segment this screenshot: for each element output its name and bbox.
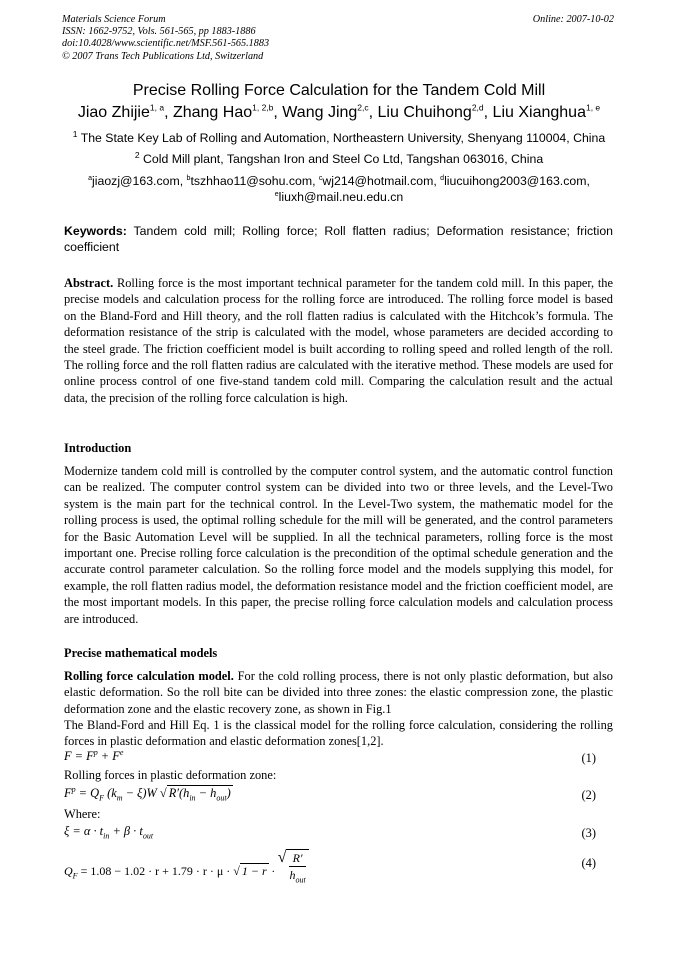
author-name: Liu Chuihong: [377, 104, 472, 121]
paper-title: Precise Rolling Force Calculation for the Tandem Cold Mill: [132, 82, 546, 99]
equation-2: $F^p = Q_F$ $(k_m - \xi)W$ √ $R'(h_{in} - h_{out})$: [64, 784, 231, 803]
section-heading-models: Precise mathematical models: [64, 646, 218, 660]
journal-name: Materials Science Forum: [62, 14, 166, 25]
author-sup: 2,d: [471, 102, 484, 113]
affiliation-sup: 1: [72, 128, 78, 139]
plastic-zone-label: Rolling forces in plastic deformation zone:: [64, 768, 277, 782]
email-sup: b: [186, 174, 191, 182]
email-sup: e: [274, 190, 279, 198]
email-address[interactable]: jiaozj@163.com,: [92, 174, 187, 188]
equation-3: $\xi = \alpha \cdot t_{in} + \beta \cdot t_{out}$: [64, 824, 154, 841]
equation-4: $Q_F = 1.08 - 1.02 \cdot r + 1.79 \cdot r \cdot \mu$ · √ 1 − r · √ R′ $h_{out}$: [64, 845, 309, 879]
issn: ISSN: 1662-9752, Vols. 561-565, pp 1883-1886: [62, 26, 256, 38]
affiliation-2: [0, 149, 678, 166]
keywords: [64, 223, 613, 255]
author-name: Wang Jing: [282, 104, 358, 121]
affiliation-sup: 2: [134, 149, 140, 160]
author-name: Liu Xianghua: [492, 104, 586, 121]
rolling-force-paragraph: [64, 668, 613, 717]
abstract-label: Abstract.: [64, 276, 114, 290]
affiliation-1: [0, 128, 678, 145]
email-sup: c: [318, 174, 323, 182]
equation-4-constants: = 1.08 − 1.02 · r + 1.79 · r · μ ·: [80, 863, 231, 878]
author-sup: 1, a: [149, 102, 165, 113]
email-sup: d: [440, 174, 445, 182]
author-list: Jiao Zhijie$^{1, a}$, Zhang Hao$^{1, 2,b}$, Wang Jing$^{2,c}$, Liu Chuihong$^{2,d}$, Liu Xianghua$^{1, e}$: [77, 102, 601, 121]
publication-info: [62, 14, 269, 63]
email-sup: a: [88, 174, 93, 182]
introduction-text: Modernize tandem cold mill is controlled by the computer control system, and the automatic control function can be realized. The computer control system can be divided into two or three levels, and the Level-Two system is the main part for the technical control. In the Level-Two system, the mathematic model for the rolling process is used, the optimal rolling schedule for the mill will be generated, and the control parameters for the Basic Automation Level will be supplied. In all the technical parameters, rolling force is the most important one. Precise rolling force calculation is the precondition of the optimal schedule generation and the accurate control parameter calculation. So the rolling force model and the models supplying this model, for example, the roll flatten radius model, the deformation resistance model and the friction coefficient model, are the most important models. In this paper, the precise rolling force calculation models and calculation process are introduced.: [64, 464, 613, 626]
author-name: Zhang Hao: [172, 104, 253, 121]
equation-1: $F = F^p + F^e$: [64, 747, 124, 763]
equation-3-number: (3): [581, 826, 596, 840]
keywords-label: Keywords:: [64, 224, 127, 238]
abstract-text: Rolling force is the most important technical parameter for the tandem cold mill. In this paper, the precise models and calculation process for the rolling force are introduced. The rolling force model is based on the Bland-Ford and Hill theory, and the roll flatten radius is calculated with the Hitchcok’s formula. The deformation resistance of the strip is calculated with the model, whose parameters are decided according to the steel grade. The friction coefficient model is built according to rolling speed and rolled length of the roll. The rolling force and the roll flatten radius are calculated with the iterative method. These models are used for online process control of one five-stand tandem cold mill. Comparing the calculation result and the actual data, the precision of the rolling force calculation is high.: [64, 276, 613, 405]
author-sup: 2,c: [357, 102, 369, 113]
keywords-text: Tandem cold mill; Rolling force; Roll flatten radius; Deformation resistance; friction coefficient: [64, 224, 613, 254]
subsection-label: Rolling force calculation model.: [64, 669, 234, 683]
email-address[interactable]: liucuihong2003@163.com,: [444, 174, 590, 188]
doi[interactable]: doi:10.4028/www.scientific.net/MSF.561-565.1883: [62, 38, 270, 50]
equation-4-number: (4): [581, 856, 596, 870]
email-address[interactable]: liuxh@mail.neu.edu.cn: [278, 190, 404, 204]
section-heading-introduction: Introduction: [64, 441, 132, 455]
email-address[interactable]: wj214@hotmail.com,: [322, 174, 441, 188]
email-address[interactable]: tszhhao11@sohu.com,: [190, 174, 319, 188]
email-list: [60, 173, 618, 205]
bland-ford-paragraph: The Bland-Ford and Hill Eq. 1 is the classical model for the rolling force calculation, considering the rolling forces in plastic deformation and elastic deformation zones[1,2].: [64, 718, 613, 749]
equation-1-number: (1): [581, 751, 596, 765]
abstract: [64, 275, 613, 406]
subsection-text: For the cold rolling process, there is not only plastic deformation, but also elastic deformation. So the roll bite can be divided into three zones: the elastic compression zone, the plastic deformation zone and the elastic recovery zone, as shown in Fig.1: [64, 669, 613, 716]
copyright: © 2007 Trans Tech Publications Ltd, Switzerland: [62, 50, 264, 62]
affiliation-text: The State Key Lab of Rolling and Automation, Northeastern University, Shenyang 110004, China: [80, 131, 606, 145]
equation-2-number: (2): [581, 788, 596, 802]
where-label: Where:: [64, 807, 101, 821]
author-name: Jiao Zhijie: [77, 104, 150, 121]
author-sup: 1, e: [585, 102, 601, 113]
author-sup: 1, 2,b: [252, 102, 274, 113]
affiliation-text: Cold Mill plant, Tangshan Iron and Steel Co Ltd, Tangshan 063016, China: [143, 152, 544, 166]
online-date: Online: 2007-10-02: [532, 14, 614, 25]
